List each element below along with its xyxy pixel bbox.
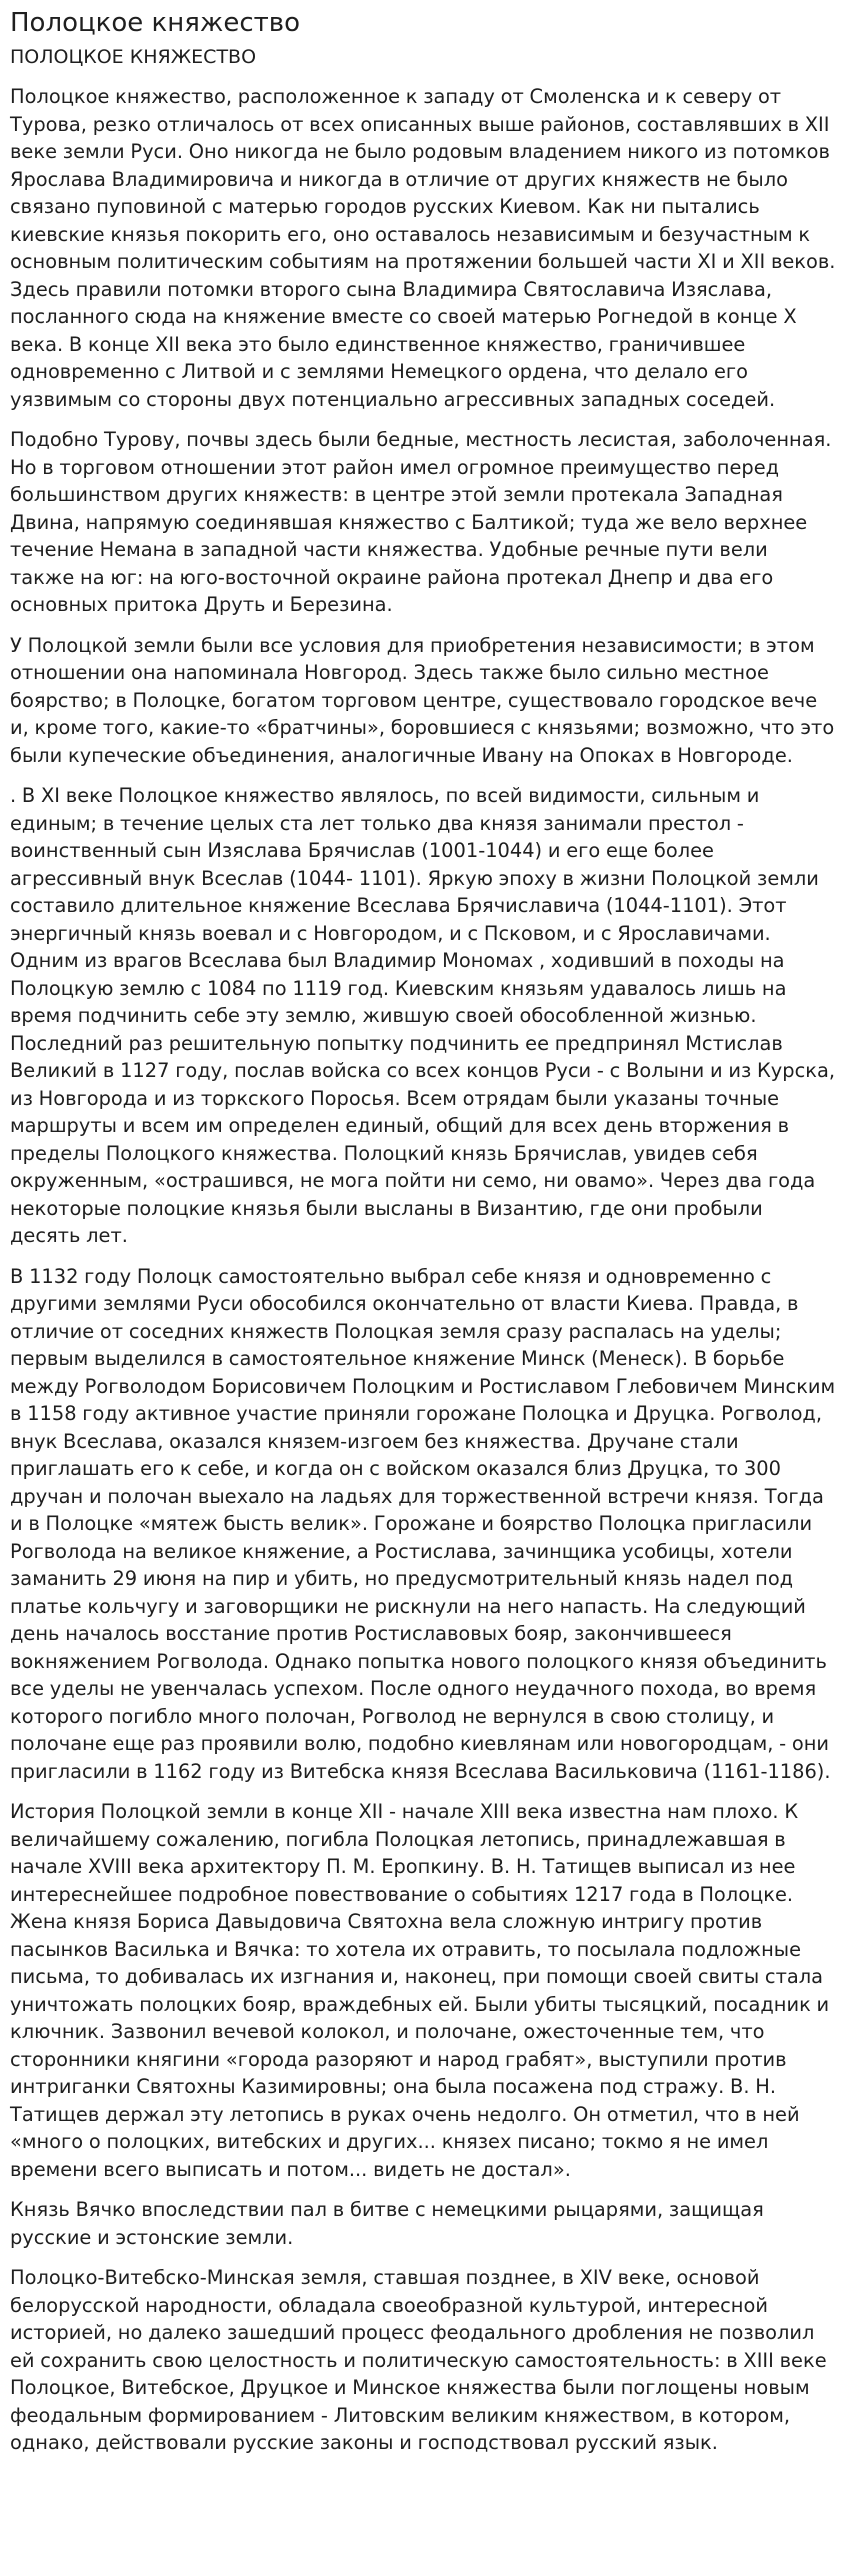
paragraph-3: У Полоцкой земли были все условия для приобретения независимости; в этом отношении она напоминала Новгород. Здесь также было сильно местное боярство; в Полоцке, богатом торговом центре, существовало городское вече и, кроме того, какие-то «братчины», боровшиеся с князьями; возможно, что это были купеческие объединения, аналогичные Ивану на Опоках в Новгороде. (10, 633, 835, 767)
paragraph-7: Князь Вячко впоследствии пал в битве с немецкими рыцарями, защищая русские и эстонские земли. (10, 2198, 764, 2249)
paragraph-6: История Полоцкой земли в конце XII - начале XIII века известна нам плохо. К величайшему сожалению, погибла Полоцкая летопись, принадлежавшая в начале XVIII века архитектору П. М. Еропкину. В. Н. Татищев выписал из нее интереснейшее подробное повествование о событиях 1217 года в Полоцке. Жена князя Бориса Давыдовича Святохна вела сложную интригу против пасынков Василька и Вячка: то хотела их отравить, то посылала подложные письма, то добивалась их изгнания и, наконец, при помощи своей свиты стала уничтожать полоцких бояр, враждебных ей. Были убиты тысяцкий, посадник и ключник. Зазвонил вечевой колокол, и полочане, ожесточенные тем, что сторонники княгини «города разоряют и народ грабят», выступили против интриганки Святохны Казимировны; она была посажена под стражу. В. Н. Татищев держал эту летопись в руках очень недолго. Он отметил, что в ней «много о полоцких, витебских и других... князех писано; токмо я не имел времени всего выписать и потом... видеть не достал». (10, 1800, 830, 2181)
paragraph-8: Полоцко-Витебско-Минская земля, ставшая позднее, в XIV веке, основой белорусской народности, обладала своеобразной культурой, интересной историей, но далеко зашедший процесс феодального дробления не позволил ей сохранить свою целостность и политическую самостоятельность: в XIII веке Полоцкое, Витебское, Друцкое и Минское княжества были поглощены новым феодальным формированием - Литовским великим княжеством, в котором, однако, действовали русские законы и господствовал русский язык. (10, 2266, 827, 2454)
paragraph-4: . В XI веке Полоцкое княжество являлось, по всей видимости, сильным и единым; в течение целых ста лет только два князя занимали престол - воинственный сын Изяслава Брячислав (1001-1044) и его еще более агрессивный внук Всеслав (1044- 1101). Яркую эпоху в жизни Полоцкой земли составило длительное княжение Всеслава Брячиславича (1044-1101). Этот энергичный князь воевал и с Новгородом, и с Псковом, и с Ярославичами. Одним из врагов Всеслава был Владимир Мономах , ходивший в походы на Полоцкую землю с 1084 по 1119 год. Киевским князьям удавалось лишь на время подчинить себе эту землю, жившую своей обособленной жизнью. Последний раз решительную попытку подчинить ее предпринял Мстислав Великий в 1127 году, послав войска со всех концов Руси - с Волыни и из Курска, из Новгорода и из торкского Поросья. Всем отрядам были указаны точные маршруты и всем им определен единый, общий для всех день вторжения в пределы Полоцкого княжества. Полоцкий князь Брячислав, увидев себя окруженным, «острашився, не могa пойти ни семо, ни овамо». Через два года некоторые полоцкие князья были высланы в Византию, где они пробыли десять лет. (10, 784, 836, 1247)
article-subtitle: ПОЛОЦКОЕ КНЯЖЕСТВО (10, 46, 257, 68)
paragraph-5: В 1132 году Полоцк самостоятельно выбрал себе князя и одновременно с другими землями Руси обособился окончательно от власти Киева. Правда, в отличие от соседних княжеств Полоцкая земля сразу распалась на уделы; первым выделился в самостоятельное княжение Минск (Менеск). В борьбе между Рогволодом Борисовичем Полоцким и Ростиславом Глебовичем Минским в 1158 году активное участие приняли горожане Полоцка и Друцка. Рогволод, внук Всеслава, оказался князем-изгоем без княжества. Дручане стали приглашать его к себе, и когда он с войском оказался близ Друцка, то 300 дручан и полочан выехало на ладьях для торжественной встречи князя. Тогда и в Полоцке «мятеж бысть велик». Горожане и боярство Полоцка пригласили Рогволода на великое княжение, а Ростислава, зачинщика усобицы, хотели заманить 29 июня на пир и убить, но предусмотрительный князь надел под платье кольчугу и заговорщики не рискнули на него напасть. На следующий день началось восстание против Ростиславовых бояр, закончившееся вокняжением Рогволода. Однако попытка нового полоцкого князя объединить все уделы не увенчалась успехом. После одного неудачного похода, во время которого погибло много полочан, Рогволод не вернулся в свою столицу, и полочане еще раз проявили волю, подобно киевлянам или новогородцам, - они пригласили в 1162 году из Витебска князя Всеслава Васильковича (1161-1186). (10, 1264, 836, 1783)
paragraph-2: Подобно Турову, почвы здесь были бедные, местность лесистая, заболоченная. Но в торговом отношении этот район имел огромное преимущество перед большинством других княжеств: в центре этой земли протекала Западная Двина, напрямую соединявшая княжество с Балтикой; туда же вело верхнее течение Немана в западной части княжества. Удобные речные пути вели также на юг: на юго-восточной окраине района протекал Днепр и два его основных притока Друть и Березина. (10, 428, 832, 616)
paragraph-1: Полоцкое княжество, расположенное к западу от Смоленска и к северу от Турова, резко отличалось от всех описанных выше районов, составлявших в XII веке земли Руси. Оно никогда не было родовым владением никого из потомков Ярослава Владимировича и никогда в отличие от других княжеств не было связано пуповиной с матерью городов русских Киевом. Как ни пытались киевские князья покорить его, оно оставалось независимым и безучастным к основным политическим событиям на протяжении большей части XI и XII веков. Здесь правили потомки второго сына Владимира Святославича Изяслава, посланного сюда на княжение вместе со своей матерью Рогнедой в конце Х века. В конце XII века это было единственное княжество, граничившее одновременно с Литвой и с землями Немецкого ордена, что делало его уязвимым со стороны двух потенциально агрессивных западных соседей. (10, 85, 836, 411)
page-title: Полоцкое княжество (10, 8, 300, 38)
